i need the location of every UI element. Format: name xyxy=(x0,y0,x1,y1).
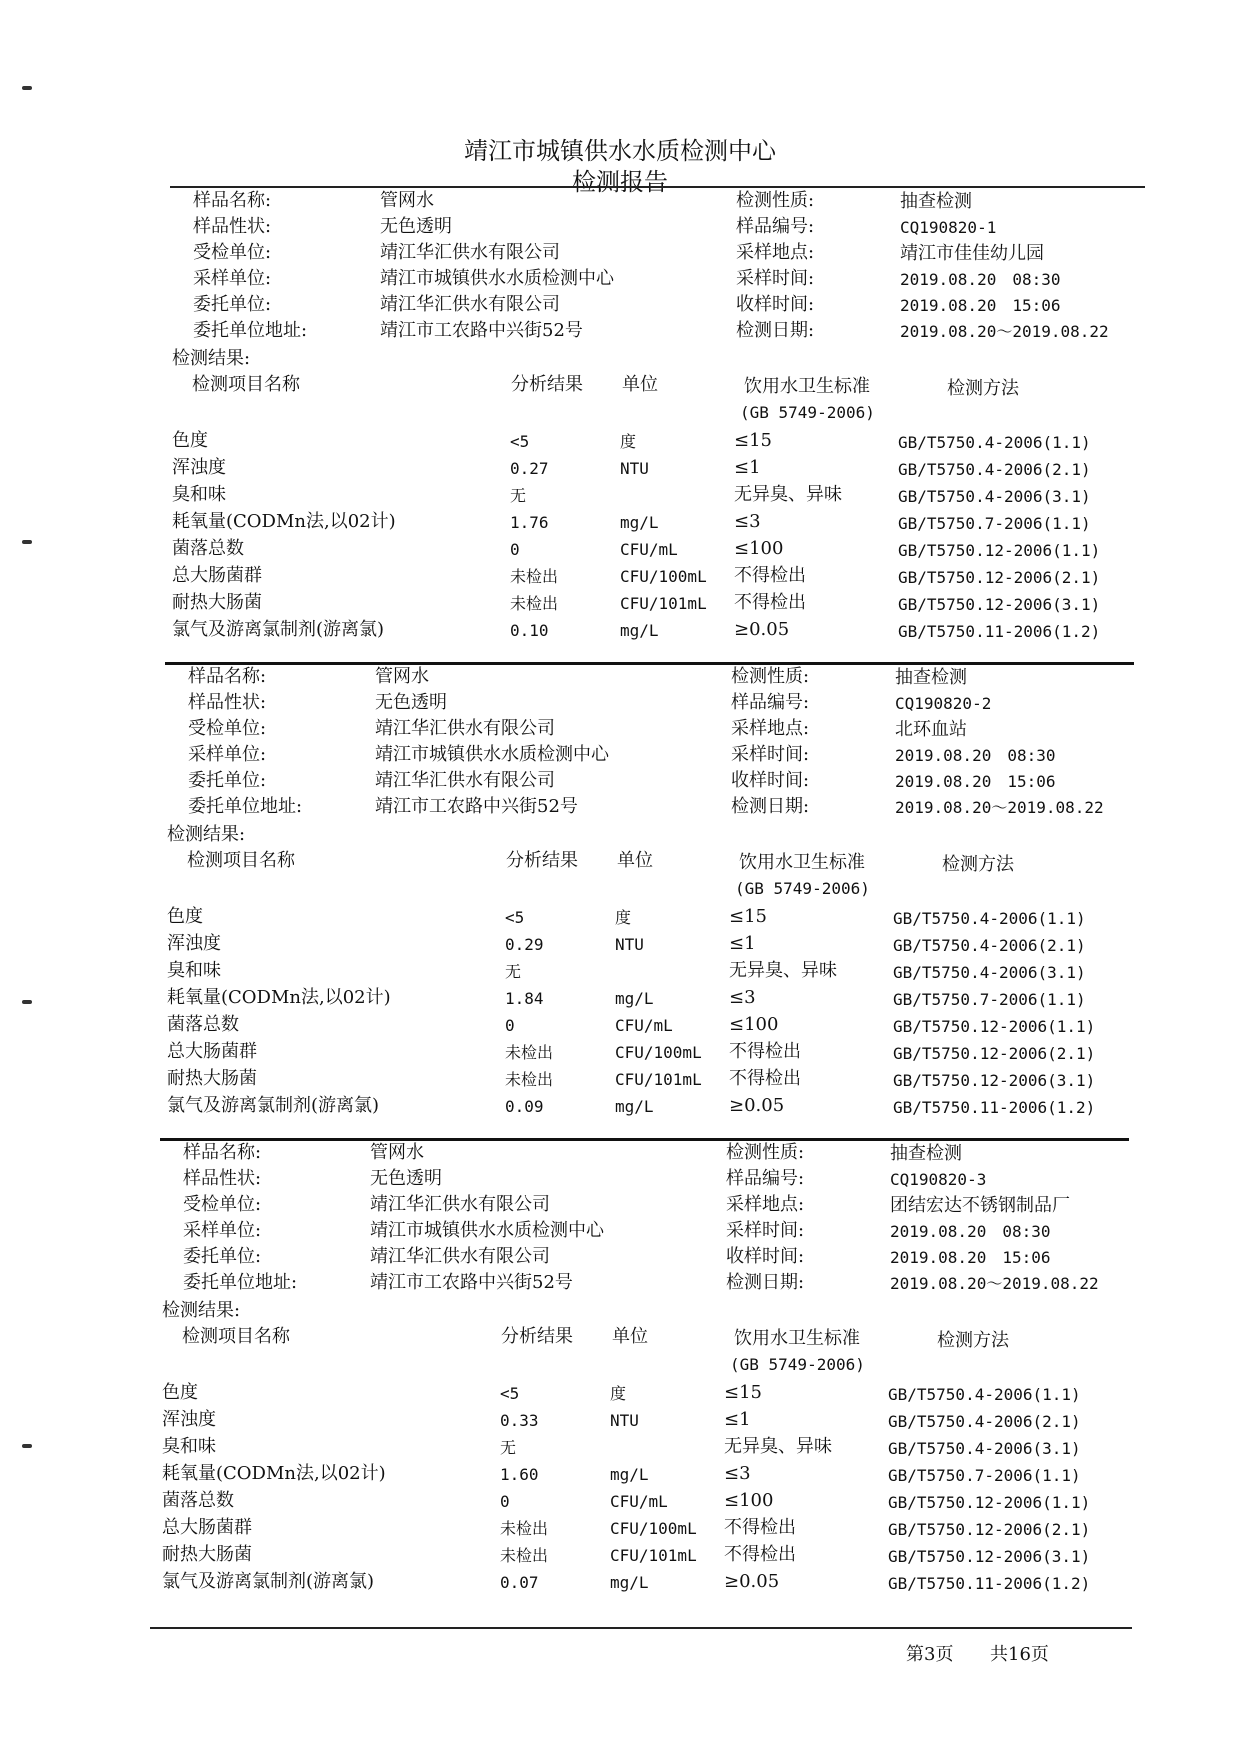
table-cell-method: GB/T5750.4-2006(3.1) xyxy=(893,963,1086,982)
col-header-method: 检测方法 xyxy=(942,854,1014,875)
scan-mark xyxy=(22,86,32,90)
table-cell-result: 0.09 xyxy=(505,1097,544,1116)
col-header-item: 检测项目名称 xyxy=(187,850,295,871)
table-cell-unit: mg/L xyxy=(615,1097,654,1116)
field-value-sample-name: 管网水 xyxy=(375,666,429,687)
results-heading: 检测结果: xyxy=(167,824,246,845)
col-header-method: 检测方法 xyxy=(937,1330,1009,1351)
table-cell-item: 氯气及游离氯制剂(游离氯) xyxy=(167,1095,380,1116)
field-label: 采样时间: xyxy=(736,268,815,289)
table-cell-method: GB/T5750.12-2006(3.1) xyxy=(898,595,1101,614)
scan-mark xyxy=(22,1000,32,1004)
table-cell-standard: 不得检出 xyxy=(729,1068,801,1089)
page-number: 第3页 xyxy=(906,1644,954,1665)
table-cell-standard: ≤15 xyxy=(724,1382,762,1403)
table-cell-method: GB/T5750.7-2006(1.1) xyxy=(898,514,1091,533)
field-value-sampling-time: 2019.08.20 08:30 xyxy=(900,270,1061,289)
field-value-receive-time: 2019.08.20 15:06 xyxy=(895,772,1056,791)
field-value-sampling-site: 北环血站 xyxy=(895,719,967,740)
field-label: 采样地点: xyxy=(736,242,815,263)
table-cell-method: GB/T5750.12-2006(3.1) xyxy=(893,1071,1096,1090)
field-value-sample-no: CQ190820-2 xyxy=(895,694,992,713)
field-value-inspected-unit: 靖江华汇供水有限公司 xyxy=(375,718,555,739)
field-value-sampling-unit: 靖江市城镇供水水质检测中心 xyxy=(375,744,609,765)
table-cell-unit: mg/L xyxy=(610,1465,649,1484)
table-cell-method: GB/T5750.4-2006(1.1) xyxy=(898,433,1091,452)
field-value-sampling-unit: 靖江市城镇供水水质检测中心 xyxy=(370,1220,604,1241)
table-cell-standard: ≤100 xyxy=(734,538,784,559)
table-cell-result: 0.27 xyxy=(510,459,549,478)
field-label: 收样时间: xyxy=(726,1246,805,1267)
results-heading: 检测结果: xyxy=(172,348,251,369)
field-label: 检测性质: xyxy=(736,190,815,211)
table-cell-method: GB/T5750.4-2006(2.1) xyxy=(893,936,1086,955)
table-cell-item: 浑浊度 xyxy=(172,457,226,478)
field-value-client-address: 靖江市工农路中兴街52号 xyxy=(375,796,578,817)
table-cell-item: 浑浊度 xyxy=(162,1409,216,1430)
field-label: 委托单位: xyxy=(183,1246,262,1267)
table-cell-unit: CFU/100mL xyxy=(610,1519,697,1538)
table-cell-unit: 度 xyxy=(615,908,632,927)
field-label: 样品名称: xyxy=(188,666,267,687)
table-cell-standard: ≤1 xyxy=(724,1409,751,1430)
table-cell-standard: ≤15 xyxy=(729,906,767,927)
col-header-item: 检测项目名称 xyxy=(192,374,300,395)
field-value-sample-name: 管网水 xyxy=(380,190,434,211)
table-cell-standard: ≤1 xyxy=(734,457,761,478)
field-label: 委托单位: xyxy=(188,770,267,791)
field-value-client-address: 靖江市工农路中兴街52号 xyxy=(370,1272,573,1293)
field-value-sample-state: 无色透明 xyxy=(370,1168,442,1189)
table-cell-unit: mg/L xyxy=(615,989,654,1008)
table-cell-item: 耗氧量(CODMn法,以02计) xyxy=(162,1463,386,1484)
table-cell-result: 未检出 xyxy=(510,594,559,613)
table-cell-item: 色度 xyxy=(167,906,203,927)
table-cell-method: GB/T5750.12-2006(1.1) xyxy=(893,1017,1096,1036)
field-value-test-nature: 抽查检测 xyxy=(895,667,967,688)
table-cell-method: GB/T5750.12-2006(2.1) xyxy=(888,1520,1091,1539)
table-cell-result: 1.84 xyxy=(505,989,544,1008)
field-value-receive-time: 2019.08.20 15:06 xyxy=(900,296,1061,315)
table-cell-item: 总大肠菌群 xyxy=(172,565,262,586)
table-cell-item: 色度 xyxy=(172,430,208,451)
field-label: 检测日期: xyxy=(726,1272,805,1293)
field-label: 收样时间: xyxy=(736,294,815,315)
table-cell-item: 总大肠菌群 xyxy=(167,1041,257,1062)
table-cell-unit: CFU/101mL xyxy=(615,1070,702,1089)
field-value-client-unit: 靖江华汇供水有限公司 xyxy=(370,1246,550,1267)
table-cell-standard: ≤1 xyxy=(729,933,756,954)
field-label: 收样时间: xyxy=(731,770,810,791)
field-value-sample-no: CQ190820-1 xyxy=(900,218,997,237)
field-label: 检测日期: xyxy=(736,320,815,341)
col-header-standard-code: (GB 5749-2006) xyxy=(730,1355,865,1374)
table-cell-item: 耗氧量(CODMn法,以02计) xyxy=(167,987,391,1008)
table-cell-method: GB/T5750.4-2006(1.1) xyxy=(888,1385,1081,1404)
table-cell-unit: CFU/101mL xyxy=(610,1546,697,1565)
field-label: 采样单位: xyxy=(183,1220,262,1241)
field-label: 样品编号: xyxy=(731,692,810,713)
field-value-sample-state: 无色透明 xyxy=(375,692,447,713)
col-header-standard: 饮用水卫生标准 xyxy=(739,852,865,873)
table-cell-standard: 无异臭、异味 xyxy=(724,1436,832,1457)
table-cell-standard: 不得检出 xyxy=(734,592,806,613)
col-header-standard: 饮用水卫生标准 xyxy=(744,376,870,397)
field-label: 样品性状: xyxy=(183,1168,262,1189)
table-cell-method: GB/T5750.12-2006(1.1) xyxy=(898,541,1101,560)
field-value-sampling-time: 2019.08.20 08:30 xyxy=(895,746,1056,765)
table-cell-standard: ≤100 xyxy=(729,1014,779,1035)
col-header-result: 分析结果 xyxy=(501,1326,573,1347)
col-header-standard: 饮用水卫生标准 xyxy=(734,1328,860,1349)
table-cell-method: GB/T5750.12-2006(1.1) xyxy=(888,1493,1091,1512)
field-label: 采样单位: xyxy=(188,744,267,765)
table-cell-method: GB/T5750.12-2006(3.1) xyxy=(888,1547,1091,1566)
table-cell-result: 0 xyxy=(500,1492,510,1511)
table-cell-method: GB/T5750.4-2006(2.1) xyxy=(888,1412,1081,1431)
field-value-sampling-unit: 靖江市城镇供水水质检测中心 xyxy=(380,268,614,289)
table-cell-unit: CFU/101mL xyxy=(620,594,707,613)
field-label: 受检单位: xyxy=(188,718,267,739)
table-cell-item: 耐热大肠菌 xyxy=(162,1544,252,1565)
table-cell-method: GB/T5750.4-2006(2.1) xyxy=(898,460,1091,479)
field-value-sample-no: CQ190820-3 xyxy=(890,1170,987,1189)
table-cell-item: 总大肠菌群 xyxy=(162,1517,252,1538)
table-cell-standard: ≤3 xyxy=(734,511,761,532)
field-label: 样品编号: xyxy=(726,1168,805,1189)
table-cell-item: 色度 xyxy=(162,1382,198,1403)
table-cell-result: <5 xyxy=(505,908,525,927)
field-value-inspected-unit: 靖江华汇供水有限公司 xyxy=(370,1194,550,1215)
scan-mark xyxy=(22,540,32,544)
field-label: 采样时间: xyxy=(726,1220,805,1241)
section-rule xyxy=(160,1138,1129,1141)
org-title: 靖江市城镇供水水质检测中心 xyxy=(464,137,776,165)
table-cell-item: 浑浊度 xyxy=(167,933,221,954)
table-cell-item: 耐热大肠菌 xyxy=(172,592,262,613)
results-heading: 检测结果: xyxy=(162,1300,241,1321)
table-cell-result: <5 xyxy=(500,1384,520,1403)
field-value-sampling-time: 2019.08.20 08:30 xyxy=(890,1222,1051,1241)
table-cell-item: 耐热大肠菌 xyxy=(167,1068,257,1089)
field-label: 样品名称: xyxy=(183,1142,262,1163)
table-cell-result: 无 xyxy=(505,962,522,981)
field-value-client-address: 靖江市工农路中兴街52号 xyxy=(380,320,583,341)
table-cell-method: GB/T5750.12-2006(2.1) xyxy=(898,568,1101,587)
table-cell-unit: mg/L xyxy=(620,513,659,532)
table-cell-result: 0.33 xyxy=(500,1411,539,1430)
col-header-unit: 单位 xyxy=(617,850,653,871)
table-cell-result: 1.76 xyxy=(510,513,549,532)
table-cell-unit: 度 xyxy=(610,1384,627,1403)
table-cell-standard: ≤100 xyxy=(724,1490,774,1511)
table-cell-unit: 度 xyxy=(620,432,637,451)
table-cell-standard: 不得检出 xyxy=(724,1517,796,1538)
table-cell-result: 0 xyxy=(510,540,520,559)
table-cell-result: 1.60 xyxy=(500,1465,539,1484)
field-value-inspected-unit: 靖江华汇供水有限公司 xyxy=(380,242,560,263)
table-cell-unit: CFU/mL xyxy=(620,540,678,559)
table-cell-unit: CFU/mL xyxy=(610,1492,668,1511)
field-label: 受检单位: xyxy=(183,1194,262,1215)
table-cell-result: 未检出 xyxy=(510,567,559,586)
table-cell-method: GB/T5750.4-2006(3.1) xyxy=(898,487,1091,506)
table-cell-method: GB/T5750.12-2006(2.1) xyxy=(893,1044,1096,1063)
table-cell-unit: CFU/100mL xyxy=(620,567,707,586)
field-label: 委托单位地址: xyxy=(193,320,308,341)
field-value-sample-name: 管网水 xyxy=(370,1142,424,1163)
table-cell-item: 菌落总数 xyxy=(172,538,244,559)
section-rule xyxy=(170,186,1145,188)
field-label: 委托单位地址: xyxy=(188,796,303,817)
table-cell-result: 未检出 xyxy=(505,1043,554,1062)
field-label: 采样地点: xyxy=(726,1194,805,1215)
field-label: 检测性质: xyxy=(731,666,810,687)
table-cell-method: GB/T5750.11-2006(1.2) xyxy=(898,622,1101,641)
field-label: 样品名称: xyxy=(193,190,272,211)
table-cell-unit: NTU xyxy=(615,935,644,954)
table-cell-standard: ≤15 xyxy=(734,430,772,451)
table-cell-method: GB/T5750.7-2006(1.1) xyxy=(888,1466,1081,1485)
report-title: 检测报告 xyxy=(572,168,668,196)
table-cell-standard: 不得检出 xyxy=(724,1544,796,1565)
field-value-sample-state: 无色透明 xyxy=(380,216,452,237)
table-cell-result: 0.07 xyxy=(500,1573,539,1592)
table-cell-method: GB/T5750.7-2006(1.1) xyxy=(893,990,1086,1009)
field-value-sampling-site: 靖江市佳佳幼儿园 xyxy=(900,243,1044,264)
table-cell-item: 菌落总数 xyxy=(162,1490,234,1511)
table-cell-unit: CFU/100mL xyxy=(615,1043,702,1062)
table-cell-result: <5 xyxy=(510,432,530,451)
field-label: 委托单位地址: xyxy=(183,1272,298,1293)
col-header-unit: 单位 xyxy=(612,1326,648,1347)
field-label: 样品编号: xyxy=(736,216,815,237)
table-cell-standard: ≤3 xyxy=(724,1463,751,1484)
table-cell-method: GB/T5750.4-2006(1.1) xyxy=(893,909,1086,928)
table-cell-result: 未检出 xyxy=(500,1546,549,1565)
table-cell-item: 氯气及游离氯制剂(游离氯) xyxy=(172,619,385,640)
field-value-test-date: 2019.08.20～2019.08.22 xyxy=(900,322,1109,341)
col-header-result: 分析结果 xyxy=(506,850,578,871)
table-cell-standard: 无异臭、异味 xyxy=(729,960,837,981)
field-label: 委托单位: xyxy=(193,294,272,315)
table-cell-item: 菌落总数 xyxy=(167,1014,239,1035)
table-cell-item: 臭和味 xyxy=(162,1436,216,1457)
field-value-client-unit: 靖江华汇供水有限公司 xyxy=(380,294,560,315)
col-header-standard-code: (GB 5749-2006) xyxy=(740,403,875,422)
page-total: 共16页 xyxy=(990,1644,1049,1665)
table-cell-result: 0.29 xyxy=(505,935,544,954)
table-cell-result: 未检出 xyxy=(500,1519,549,1538)
table-cell-item: 氯气及游离氯制剂(游离氯) xyxy=(162,1571,375,1592)
field-label: 采样单位: xyxy=(193,268,272,289)
field-label: 检测性质: xyxy=(726,1142,805,1163)
field-label: 受检单位: xyxy=(193,242,272,263)
table-cell-standard: ≥0.05 xyxy=(729,1095,785,1116)
table-cell-standard: ≥0.05 xyxy=(734,619,790,640)
col-header-standard-code: (GB 5749-2006) xyxy=(735,879,870,898)
field-label: 样品性状: xyxy=(193,216,272,237)
table-cell-unit: mg/L xyxy=(620,621,659,640)
field-label: 样品性状: xyxy=(188,692,267,713)
field-value-sampling-site: 团结宏达不锈钢制品厂 xyxy=(890,1195,1070,1216)
table-cell-standard: ≥0.05 xyxy=(724,1571,780,1592)
table-cell-result: 未检出 xyxy=(505,1070,554,1089)
col-header-result: 分析结果 xyxy=(511,374,583,395)
footer-rule xyxy=(150,1627,1132,1629)
table-cell-item: 臭和味 xyxy=(167,960,221,981)
table-cell-result: 无 xyxy=(510,486,527,505)
field-value-client-unit: 靖江华汇供水有限公司 xyxy=(375,770,555,791)
col-header-item: 检测项目名称 xyxy=(182,1326,290,1347)
section-rule xyxy=(165,662,1134,665)
table-cell-standard: ≤3 xyxy=(729,987,756,1008)
field-value-test-date: 2019.08.20～2019.08.22 xyxy=(890,1274,1099,1293)
table-cell-unit: NTU xyxy=(610,1411,639,1430)
field-label: 采样时间: xyxy=(731,744,810,765)
table-cell-result: 无 xyxy=(500,1438,517,1457)
table-cell-unit: mg/L xyxy=(610,1573,649,1592)
field-label: 检测日期: xyxy=(731,796,810,817)
field-value-test-date: 2019.08.20～2019.08.22 xyxy=(895,798,1104,817)
table-cell-standard: 不得检出 xyxy=(729,1041,801,1062)
table-cell-unit: NTU xyxy=(620,459,649,478)
table-cell-standard: 不得检出 xyxy=(734,565,806,586)
table-cell-result: 0 xyxy=(505,1016,515,1035)
table-cell-method: GB/T5750.11-2006(1.2) xyxy=(888,1574,1091,1593)
table-cell-method: GB/T5750.4-2006(3.1) xyxy=(888,1439,1081,1458)
field-label: 采样地点: xyxy=(731,718,810,739)
col-header-method: 检测方法 xyxy=(947,378,1019,399)
table-cell-result: 0.10 xyxy=(510,621,549,640)
col-header-unit: 单位 xyxy=(622,374,658,395)
table-cell-unit: CFU/mL xyxy=(615,1016,673,1035)
field-value-test-nature: 抽查检测 xyxy=(890,1143,962,1164)
field-value-receive-time: 2019.08.20 15:06 xyxy=(890,1248,1051,1267)
table-cell-standard: 无异臭、异味 xyxy=(734,484,842,505)
table-cell-item: 耗氧量(CODMn法,以02计) xyxy=(172,511,396,532)
field-value-test-nature: 抽查检测 xyxy=(900,191,972,212)
table-cell-item: 臭和味 xyxy=(172,484,226,505)
table-cell-method: GB/T5750.11-2006(1.2) xyxy=(893,1098,1096,1117)
scan-mark xyxy=(22,1444,32,1448)
